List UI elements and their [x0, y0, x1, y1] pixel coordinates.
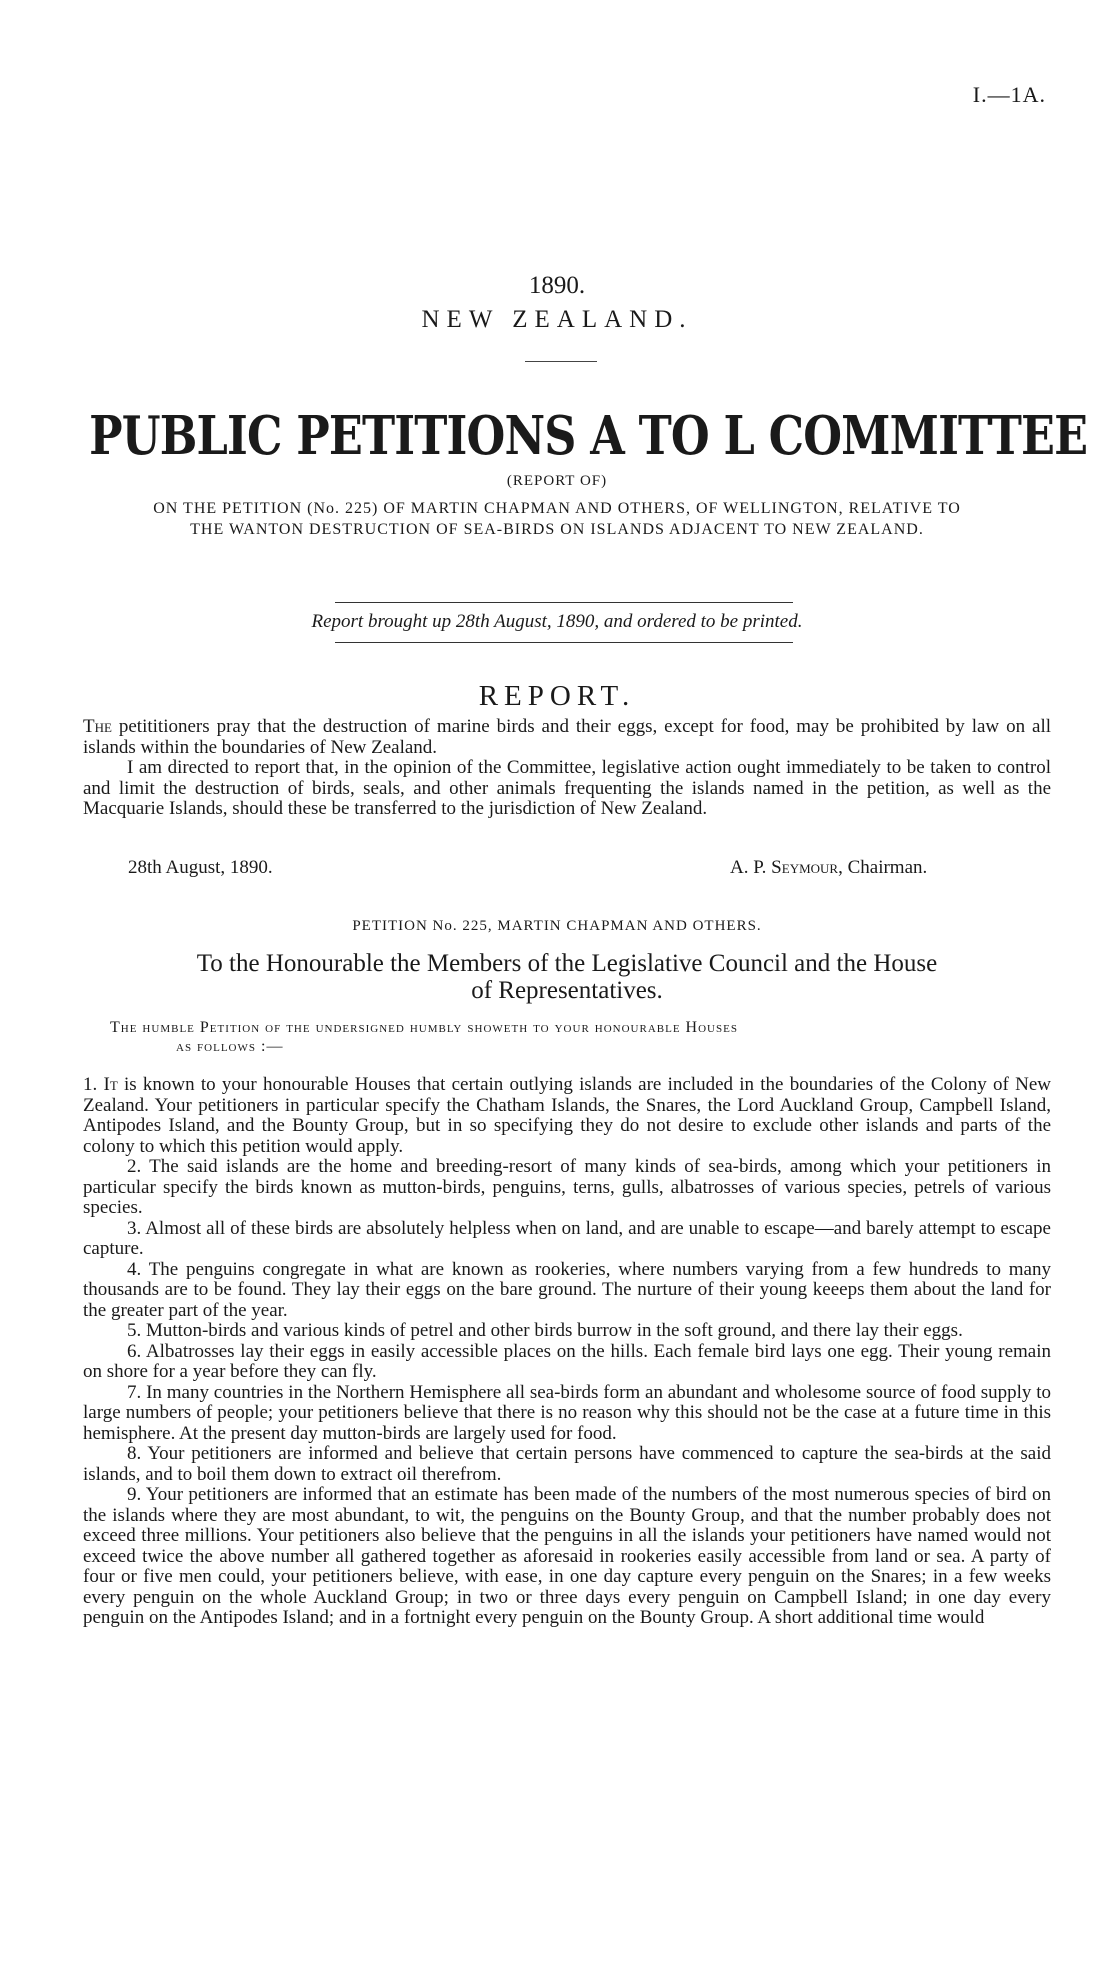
year: 1890. [528, 272, 586, 299]
petition-item-6: 6. Albatrosses lay their eggs in easily accessible places on the hills. Each female bird lays one egg. Their young remain on shore for a year before they can fly. [83, 1340, 1051, 1382]
petition-item-7: 7. In many countries in the Northern Hemisphere all sea-birds form an abundant and wholesome source of food supply to large numbers of people; your petitioners believe that there is no reason why this should not be the case at a future time in this hemisphere. At the present day mutton-birds are largely used for food. [83, 1381, 1051, 1444]
page-reference: I.—1A. [972, 82, 1046, 107]
report-body [83, 717, 1051, 820]
signatory-name: A. P. Seymour, [730, 857, 843, 878]
petition-address [80, 950, 1054, 1004]
document-title: PUBLIC PETITIONS A TO L COMMITTEE [89, 405, 1088, 467]
document-description [60, 498, 1054, 540]
report-paragraph-1: The petititioners pray that the destruction of marine birds and their eggs, except for food, may be prohibited by law on all islands within the boundaries of New Zealand. [83, 716, 1052, 758]
divider [335, 602, 793, 603]
preamble-line-2: as follows :— [176, 1038, 284, 1055]
petition-item-9: 9. Your petitioners are informed that an estimate has been made of the numbers of the most numerous species of bird on the islands where they are most abundant, to wit, the penguins on the Bounty Group, and that the number probably does not exceed three millions. Your petitioners also believe that the penguins in all the islands your petitioners have named would not exceed twice the above number all gathered together as aforesaid in rookeries easily accessible from land or sea. A party of four or five men could, your petitioners believe, with ease, in one day capture every penguin on the Snares; in a few weeks every penguin on the whole Auckland Group; in two or three days every penguin on Campbell Island; in one day every penguin on the Antipodes Island; and in a fortnight every penguin on the Bounty Group. A short additional time would [83, 1484, 1051, 1628]
preamble-line-1: The humble Petition of the undersigned humbly showeth to your honourable Houses [110, 1019, 738, 1036]
petition-item-5: 5. Mutton-birds and various kinds of petrel and other birds burrow in the soft ground, and there lay their eggs. [127, 1320, 963, 1341]
paragraph-lead: 1. It [83, 1074, 118, 1095]
description-line-1: ON THE PETITION (No. 225) OF MARTIN CHAPMAN AND OTHERS, OF WELLINGTON, RELATIVE TO [153, 500, 961, 517]
ordered-printed-note: Report brought up 28th August, 1890, and ordered to be printed. [311, 611, 803, 632]
petition-item-4: 4. The penguins congregate in what are known as rookeries, where numbers varying from a few hundreds to many thousands are to be found. They lay their eggs on the bare ground. The nurture of their young keeeps them about the land for the greater part of the year. [83, 1258, 1051, 1321]
description-line-2: THE WANTON DESTRUCTION OF SEA-BIRDS ON ISLANDS ADJACENT TO NEW ZEALAND. [190, 521, 924, 538]
petition-label: PETITION No. 225, MARTIN CHAPMAN AND OTHERS. [352, 918, 762, 934]
signatory-role: Chairman. [847, 857, 928, 878]
petition-body [83, 1075, 1051, 1629]
report-date: 28th August, 1890. [128, 857, 273, 878]
paragraph-lead: The [83, 716, 112, 737]
document-subtitle: (REPORT OF) [506, 473, 608, 489]
divider [335, 642, 793, 643]
petition-item-3: 3. Almost all of these birds are absolutely helpless when on land, and are unable to escape—and barely attempt to escape capture. [83, 1217, 1051, 1259]
petition-preamble [110, 1018, 1054, 1056]
address-line-1: To the Honourable the Members of the Legislative Council and the House [196, 950, 938, 977]
divider [525, 361, 597, 362]
report-paragraph-2: I am directed to report that, in the opinion of the Committee, legislative action ought immediately to be taken to control and limit the destruction of birds, seals, and other animals frequenting the islands named in the petition, as well as the Macquarie Islands, should these be transferred to the jurisdiction of New Zealand. [83, 757, 1051, 819]
country-heading: NEW ZEALAND. [421, 306, 693, 333]
signature-line [730, 857, 927, 879]
petition-item-8: 8. Your petitioners are informed and believe that certain persons have commenced to capture the sea-birds at the said islands, and to boil them down to extract oil therefrom. [83, 1443, 1051, 1485]
report-heading: REPORT. [478, 680, 636, 712]
petition-item-1: 1. It is known to your honourable Houses that certain outlying islands are included in the boundaries of the Colony of New Zealand. Your petitioners in particular specify the Chatham Islands, the Snares, the Lord Auckland Group, Campbell Island, Antipodes Island, and the Bounty Group, but in so specifying they do not desire to exclude other islands and parts of the colony to which this petition would apply. [83, 1074, 1051, 1157]
petition-item-2: 2. The said islands are the home and breeding-resort of many kinds of sea-birds, among which your petitioners in particular specify the birds known as mutton-birds, penguins, terns, gulls, albatrosses of various species, petrels of various species. [83, 1156, 1051, 1218]
address-line-2: of Representatives. [471, 977, 663, 1004]
